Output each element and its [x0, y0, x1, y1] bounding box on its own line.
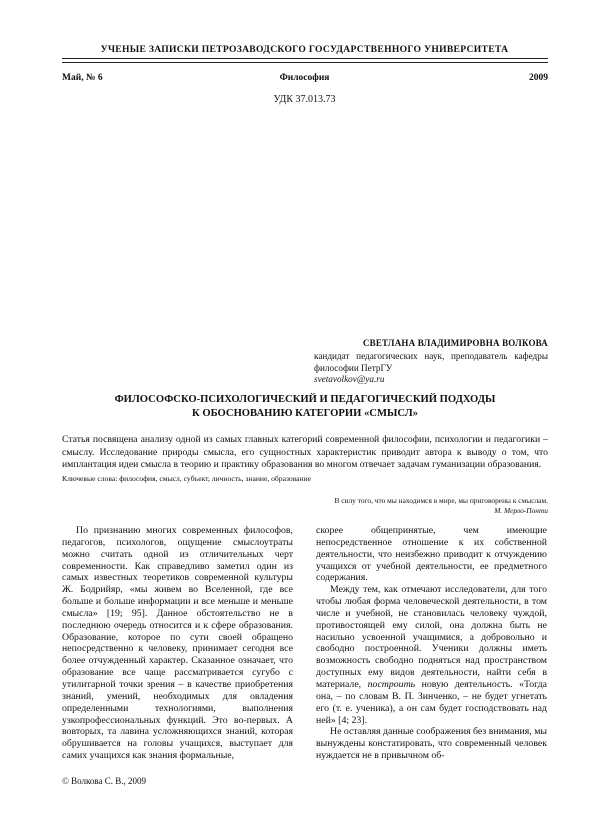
- paragraph-text: новую деятельность. «Тогда она, – по словам В. П. Зинченко, – не будет угнетать его (т. е. ученика), а он сам будет господствовать над ней» [4; 23].: [316, 678, 547, 726]
- issue-label: Май, № 6: [62, 73, 103, 83]
- paragraph: [316, 584, 547, 726]
- epigraph-text: В силу того, что мы находимся в мире, мы приговорены к смыслам.: [334, 496, 548, 505]
- body-column-right: [316, 525, 547, 762]
- epigraph-author: М. Мерло-Понти: [494, 506, 548, 515]
- body-column-left: [62, 525, 293, 762]
- paragraph: По признанию многих современных философов, педагогов, психологов, ощущение смыслоутраты можно считать одной из отличительных черт современности. Как справедливо заметил один из самых известных теоретиков современной культуры Ж. Бодрийяр, «мы живем во Вселенной, где все больше и больше информации и все меньше и меньше смысла» [19; 95]. Данное обстоятельство не в последнюю очередь относится и к сфере образования. Образование, которое по сути своей обращено непосредственно к человеку, принимает сегодня все более отчужденный характер. Сказанное означает, что образование все чаще рассматривается сугубо с утилитарной точки зрения – в качестве приобретения знаний, умений, необходимых для овладения определенными технологиями, выполнения узкопрофессиональных функций. Это во-первых. А вовторых, та лавина усложняющихся знаний, которая обрушивается на головы учащихся, выступает для самих учащихся как знания формальные,: [62, 525, 293, 762]
- header-rule-bottom: [62, 62, 548, 63]
- keywords: Ключевые слова: философия, смысл, субъект, личность, знание, образование: [62, 474, 312, 483]
- udk-code: УДК 37.013.73: [273, 94, 336, 105]
- paragraph: Не оставляя данные соображения без внимания, мы вынуждены констатировать, что современный человек нуждается не в привычном об-: [316, 726, 547, 762]
- epigraph: [314, 496, 548, 516]
- abstract: Статья посвящена анализу одной из самых главных категорий современной философии, психологии и педагогики – смыслу. Исследование природы смысла, его сущностных характеристик приводит автора к выводу о том, что имплантация идеи смысла в теорию и практику образования во многом отвечает задачам гуманизации образования.: [62, 434, 548, 471]
- author-affiliation: кандидат педагогических наук, преподаватель кафедры философии ПетрГУ: [314, 351, 548, 373]
- copyright-note: © Волкова С. В., 2009: [62, 776, 147, 786]
- emphasis-text: построить: [367, 678, 416, 690]
- article-title: [62, 393, 548, 420]
- journal-title: УЧЕНЫЕ ЗАПИСКИ ПЕТРОЗАВОДСКОГО ГОСУДАРСТВЕННОГО УНИВЕРСИТЕТА: [100, 44, 509, 55]
- title-line-1: ФИЛОСОФСКО-ПСИХОЛОГИЧЕСКИЙ И ПЕДАГОГИЧЕСКИЙ ПОДХОДЫ: [114, 394, 496, 405]
- author-email: svetavolkov@ya.ru: [314, 374, 385, 384]
- author-name: СВЕТЛАНА ВЛАДИМИРОВНА ВОЛКОВА: [362, 338, 548, 348]
- title-line-2: К ОБОСНОВАНИЮ КАТЕГОРИИ «СМЫСЛ»: [192, 407, 418, 419]
- section-label: Философия: [279, 73, 330, 83]
- paragraph: скорее общепринятые, чем имеющие непосредственное отношение к их собственной деятельности, что неизбежно приводит к отчуждению учащихся от учебной деятельности, ее предметного содержания.: [316, 525, 547, 584]
- paragraph-text: Между тем, как отмечают исследователи, для того чтобы любая форма человеческой деятельности, в том числе и учебной, не становилась человеку чуждой, противостоящей ему силой, она должна быть не насильно усвоенной учащимися, а добровольно и свободно построенной. Ученики должны иметь возможность свободно подняться над пространством доступных ему видов деятельности, найти себя в материале,: [316, 584, 547, 690]
- header-rule-top: [62, 58, 548, 59]
- year-label: 2009: [529, 73, 548, 83]
